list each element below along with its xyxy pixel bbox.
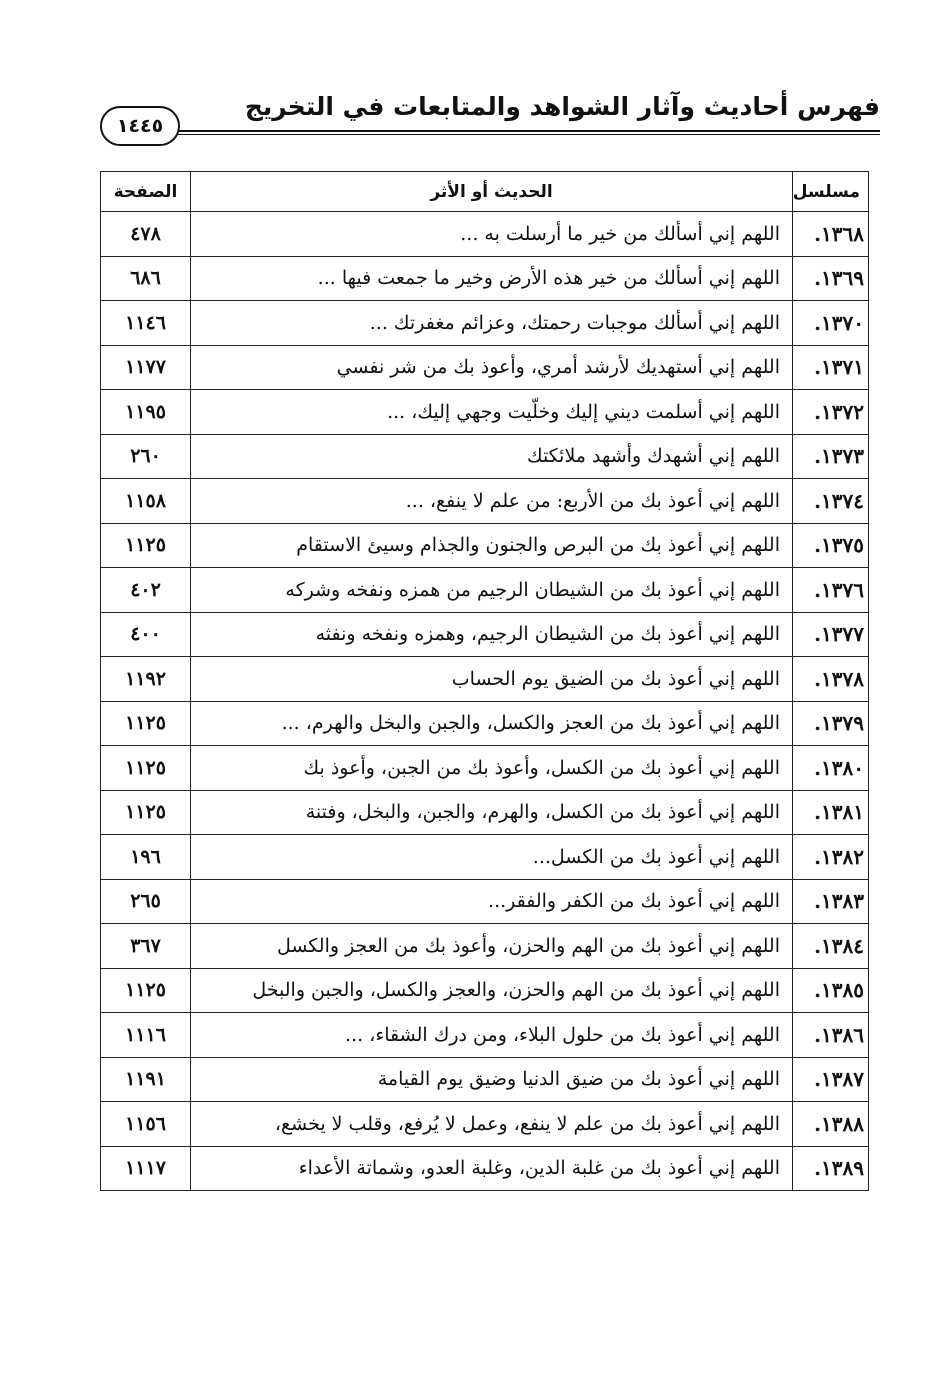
row-text: اللهم إني أشهدك وأشهد ملائكتك	[191, 434, 793, 479]
row-serial: ١٣٨١.	[793, 790, 869, 835]
row-serial: ١٣٨٥.	[793, 968, 869, 1013]
table-row	[101, 523, 869, 568]
row-serial: ١٣٧٢.	[793, 390, 869, 435]
table-row	[101, 701, 869, 746]
row-serial: ١٣٨٦.	[793, 1013, 869, 1058]
row-page: ٢٦٠	[101, 434, 191, 479]
table-row	[101, 924, 869, 969]
hadith-index-table	[100, 171, 869, 1191]
page-number-badge: ١٤٤٥	[100, 106, 180, 146]
table-row	[101, 345, 869, 390]
table-row	[101, 568, 869, 613]
row-text: اللهم إني أعوذ بك من الكسل...	[191, 835, 793, 880]
row-serial: ١٣٨٤.	[793, 924, 869, 969]
row-serial: ١٣٧١.	[793, 345, 869, 390]
running-title: فهرس أحاديث وآثار الشواهد والمتابعات في التخريج	[244, 92, 880, 121]
row-page: ١١٥٨	[101, 479, 191, 524]
row-serial: ١٣٨٣.	[793, 879, 869, 924]
row-page: ٤٠٢	[101, 568, 191, 613]
row-text: اللهم إني أعوذ بك من ضيق الدنيا وضيق يوم القيامة	[191, 1057, 793, 1102]
row-serial: ١٣٨٠.	[793, 746, 869, 791]
page-header	[100, 88, 880, 148]
row-page: ٦٨٦	[101, 256, 191, 301]
table-row	[101, 1146, 869, 1191]
row-text: اللهم إني أستهديك لأرشد أمري، وأعوذ بك من شر نفسي	[191, 345, 793, 390]
row-serial: ١٣٨٩.	[793, 1146, 869, 1191]
row-serial: ١٣٧٦.	[793, 568, 869, 613]
row-text: اللهم إني أعوذ بك من الهم والحزن، وأعوذ بك من العجز والكسل	[191, 924, 793, 969]
row-serial: ١٣٧٨.	[793, 657, 869, 702]
row-text: اللهم إني أسألك موجبات رحمتك، وعزائم مغفرتك ...	[191, 301, 793, 346]
table-row	[101, 390, 869, 435]
row-serial: ١٣٧٣.	[793, 434, 869, 479]
row-text: اللهم إني أعوذ بك من الهم والحزن، والعجز والكسل، والجبن والبخل	[191, 968, 793, 1013]
row-page: ١١٩٥	[101, 390, 191, 435]
table-row	[101, 746, 869, 791]
table-row	[101, 1057, 869, 1102]
row-text: اللهم إني أعوذ بك من العجز والكسل، والجبن والبخل والهرم، ...	[191, 701, 793, 746]
row-page: ١١٢٥	[101, 790, 191, 835]
row-page: ١١٢٥	[101, 746, 191, 791]
table-row	[101, 835, 869, 880]
column-header-serial: مسلسل	[793, 172, 869, 212]
row-serial: ١٣٨٨.	[793, 1102, 869, 1147]
row-page: ١١١٧	[101, 1146, 191, 1191]
row-text: اللهم إني أسألك من خير ما أرسلت به ...	[191, 212, 793, 257]
table-row	[101, 256, 869, 301]
table-row	[101, 879, 869, 924]
row-page: ١١٧٧	[101, 345, 191, 390]
table-row	[101, 790, 869, 835]
row-serial: ١٣٧٧.	[793, 612, 869, 657]
row-page: ٤٠٠	[101, 612, 191, 657]
row-page: ٤٧٨	[101, 212, 191, 257]
table-row	[101, 968, 869, 1013]
table-row	[101, 612, 869, 657]
table-row	[101, 657, 869, 702]
row-page: ٢٦٥	[101, 879, 191, 924]
row-serial: ١٣٦٩.	[793, 256, 869, 301]
row-text: اللهم إني أعوذ بك من غلبة الدين، وغلبة العدو، وشماتة الأعداء	[191, 1146, 793, 1191]
row-text: اللهم إني أعوذ بك من الكسل، وأعوذ بك من الجبن، وأعوذ بك	[191, 746, 793, 791]
row-page: ١١٤٦	[101, 301, 191, 346]
row-serial: ١٣٧٥.	[793, 523, 869, 568]
row-text: اللهم إني أسألك من خير هذه الأرض وخير ما جمعت فيها ...	[191, 256, 793, 301]
row-page: ١١٩١	[101, 1057, 191, 1102]
table-row	[101, 1013, 869, 1058]
row-text: اللهم إني أعوذ بك من علم لا ينفع، وعمل لا يُرفع، وقلب لا يخشع،	[191, 1102, 793, 1147]
row-text: اللهم إني أعوذ بك من البرص والجنون والجذام وسيئ الاستقام	[191, 523, 793, 568]
row-text: اللهم إني أعوذ بك من الكفر والفقر...	[191, 879, 793, 924]
table-row	[101, 479, 869, 524]
row-text: اللهم إني أعوذ بك من حلول البلاء، ومن درك الشقاء، ...	[191, 1013, 793, 1058]
row-page: ١١٥٦	[101, 1102, 191, 1147]
row-page: ١١٢٥	[101, 523, 191, 568]
row-page: ٣٦٧	[101, 924, 191, 969]
row-text: اللهم إني أعوذ بك من الشيطان الرجيم من همزه ونفخه وشركه	[191, 568, 793, 613]
column-header-page: الصفحة	[101, 172, 191, 212]
row-text: اللهم إني أعوذ بك من الأربع: من علم لا ينفع، ...	[191, 479, 793, 524]
row-serial: ١٣٧٠.	[793, 301, 869, 346]
row-text: اللهم إني أعوذ بك من الكسل، والهرم، والجبن، والبخل، وفتنة	[191, 790, 793, 835]
row-page: ١١١٦	[101, 1013, 191, 1058]
row-serial: ١٣٧٩.	[793, 701, 869, 746]
row-page: ١١٢٥	[101, 968, 191, 1013]
header-rule	[178, 130, 880, 135]
row-text: اللهم إني أسلمت ديني إليك وخلّيت وجهي إليك، ...	[191, 390, 793, 435]
column-header-text: الحديث أو الأثر	[191, 172, 793, 212]
table-body	[101, 212, 869, 1191]
row-serial: ١٣٦٨.	[793, 212, 869, 257]
table-row	[101, 434, 869, 479]
table-row	[101, 212, 869, 257]
table-row	[101, 301, 869, 346]
row-page: ١٩٦	[101, 835, 191, 880]
row-serial: ١٣٧٤.	[793, 479, 869, 524]
table-row	[101, 1102, 869, 1147]
row-serial: ١٣٨٢.	[793, 835, 869, 880]
row-text: اللهم إني أعوذ بك من الضيق يوم الحساب	[191, 657, 793, 702]
row-page: ١١٩٢	[101, 657, 191, 702]
row-text: اللهم إني أعوذ بك من الشيطان الرجيم، وهمزه ونفخه ونفثه	[191, 612, 793, 657]
table-header-row	[101, 172, 869, 212]
row-page: ١١٢٥	[101, 701, 191, 746]
row-serial: ١٣٨٧.	[793, 1057, 869, 1102]
